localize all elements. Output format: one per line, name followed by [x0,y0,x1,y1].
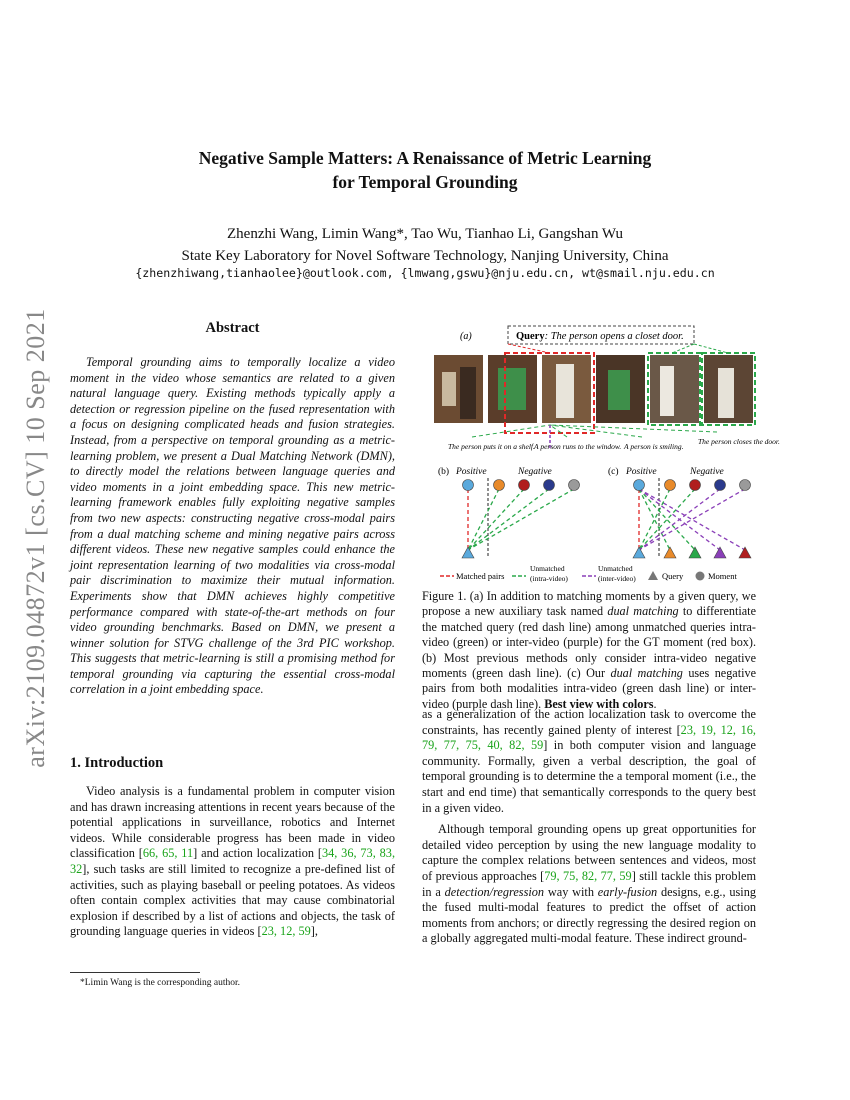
frame-caption: A person runs to the window. [534,442,622,451]
svg-text:(inter-video): (inter-video) [598,574,636,583]
frame-caption: A person is smiling. [624,442,684,451]
citation-link[interactable]: 23, 19, 12, 16, 79, 77, 75, 40, 82, 59 [422,722,756,753]
panel-b-negative: Negative [518,467,552,477]
authors: Zhenzhi Wang, Limin Wang*, Tao Wu, Tianhao Li, Gangshan Wu [227,226,623,242]
abstract-text: Temporal grounding aims to temporally localize a video moment in the video whose semantics are related to a given natural language query. Existing methods typically apply a detection or regression pipeline on the fused representation with a focus on designing complicated heads and fusion strategies. Instead, from a perspective on temporal grounding as a metric-learning problem, we present a Dual Matching Network (DMN), to directly model the relations between language queries and video moments in a joint embedding space. This new metric-learning framework enables fully exploiting negative samples from two new aspects: constructing negative cross-modal pairs from a dual matching scheme and mining negative pairs across different videos. These new negative samples could enhance the joint representation learning of two modalities via cross-modal pair discrimination to maximize their mutual information. Experiments show that DMN achieves highly competitive performance compared with state-of-the-art methods on four video grounding benchmarks. Based on DMN, we present a winner solution for STVG challenge of the 3rd PIC workshop. This suggests that metric-learning is still a promising method for temporal grounding via capturing the essential cross-modal correlation in a joint embedding space. [70,355,395,697]
paragraph: as a generalization of the action localization task to overcome the constraints, has recently gained plenty of interest [23, 19, 12, 16, 79, 77, 75, 40, 82, 59] in both computer vision and language community. Formally, given a verbal description, the goal of temporal grounding is to determine the a temporal moment (i.e., the start and end time) that semantically corresponds to the query best in a given video. [422,707,756,815]
author-emails: {zhenzhiwang,tianhaolee}@outlook.com, {lmwang,gswu}@nju.edu.cn, wt@smail.nju.edu.cn [135,266,715,280]
legend-query: Query [662,571,684,581]
intro-paragraph: Video analysis is a fundamental problem in computer vision and has drawn increasing attentions in recent years because of the potential applications in surveillance, robotics and Internet videos. While considerable progress has been made in video classification [66, 65, 11] and action localization [34, 36, 73, 83, 32], such tasks are still limited to recognize a pre-defined list of activities, such as playing baseball or peeling potatoes. As videos often contain complex activities that may cause combinatorial explosion if described by a list of actions and objects, the task of grounding language queries in videos [23, 12, 59], [70,784,396,939]
moment-node [463,480,474,491]
panel-b-positive: Positive [456,467,487,477]
svg-text:(intra-video): (intra-video) [530,574,568,583]
citation-link[interactable]: 66, 65, 11 [142,846,194,861]
query-node [739,547,751,558]
figure-1 [432,322,780,584]
footnote-rule [70,972,200,973]
moment-node [715,480,726,491]
affiliation: State Key Laboratory for Novel Software Technology, Nanjing University, China [181,248,669,264]
moment-node [544,480,555,491]
introduction-heading: 1. Introduction [70,755,164,771]
arxiv-id: arXiv:2109.04872v1 [cs.CV] 10 Sep 2021 [21,307,50,768]
query-node [664,547,676,558]
moment-node [519,480,530,491]
moment-node [634,480,645,491]
figure-caption: Figure 1. (a) In addition to matching moments by a given query, we propose a new auxiliary task named dual matching to differentiate the matched query (red dash line) among unmatched queries intra-video (green) or inter-video (purple) for the GT moment (red box). (b) Most previous methods only consider intra-video negative moments (green dash line). (c) Our dual matching uses negative pairs from both modalities intra-video (green dash line) or inter-video (purple dash line). Best view with colors. [422,589,757,711]
citation-link[interactable]: 23, 12, 59 [261,924,311,939]
introduction-body [70,784,395,940]
legend-moment: Moment [708,571,737,581]
legend-inter: Unmatched [598,564,633,573]
legend-matched: Matched pairs [456,571,505,581]
abstract-body [70,355,395,698]
query-node [462,547,474,558]
paragraph: Although temporal grounding opens up great opportunities for detailed video perception by using the new language modality to capture the complex relations between sentences and videos, most of previous approaches [79, 75, 82, 77, 59] still tackle this problem in a detection/regression way with early-fusion designs, e.g., using the fused multi-modal features to predict the offset of action moments from anchors; or directly regressing the desired region on a globally aggregated multi-modal feature. These indirect ground- [422,822,757,946]
author-block [60,223,790,267]
figure-legend [440,564,737,583]
citation-link[interactable]: 79, 75, 82, 77, 59 [544,868,632,883]
query-node [633,547,645,558]
query-node [714,547,726,558]
moment-node [690,480,701,491]
footnote: *Limin Wang is the corresponding author. [80,978,241,988]
moment-node [665,480,676,491]
query-text: Query: The person opens a closet door. [516,331,684,342]
legend-query-icon [648,571,658,580]
panel-b-label: (b) [438,467,450,477]
frame-caption: The person puts it on a shelf. [448,442,535,451]
abstract-heading: Abstract [205,320,260,336]
legend-moment-icon [696,572,705,581]
moment-node [740,480,751,491]
citation-link[interactable]: 34, 36, 73, 83, 32 [70,846,396,876]
right-column-body [422,707,756,947]
moment-node [494,480,505,491]
title-line-1: Negative Sample Matters: A Renaissance of Metric Learning [198,148,652,168]
panel-c-positive: Positive [626,467,657,477]
legend-intra: Unmatched [530,564,565,573]
moment-node [569,480,580,491]
query-node [689,547,701,558]
arxiv-watermark [6,295,66,780]
panel-c-label: (c) [608,467,619,477]
title-line-2: for Temporal Grounding [332,172,518,192]
video-frame [650,355,699,423]
frame-caption: The person closes the door. [698,437,780,446]
paper-title [100,146,750,194]
panel-a-label: (a) [460,331,472,342]
panel-c-negative: Negative [690,467,724,477]
